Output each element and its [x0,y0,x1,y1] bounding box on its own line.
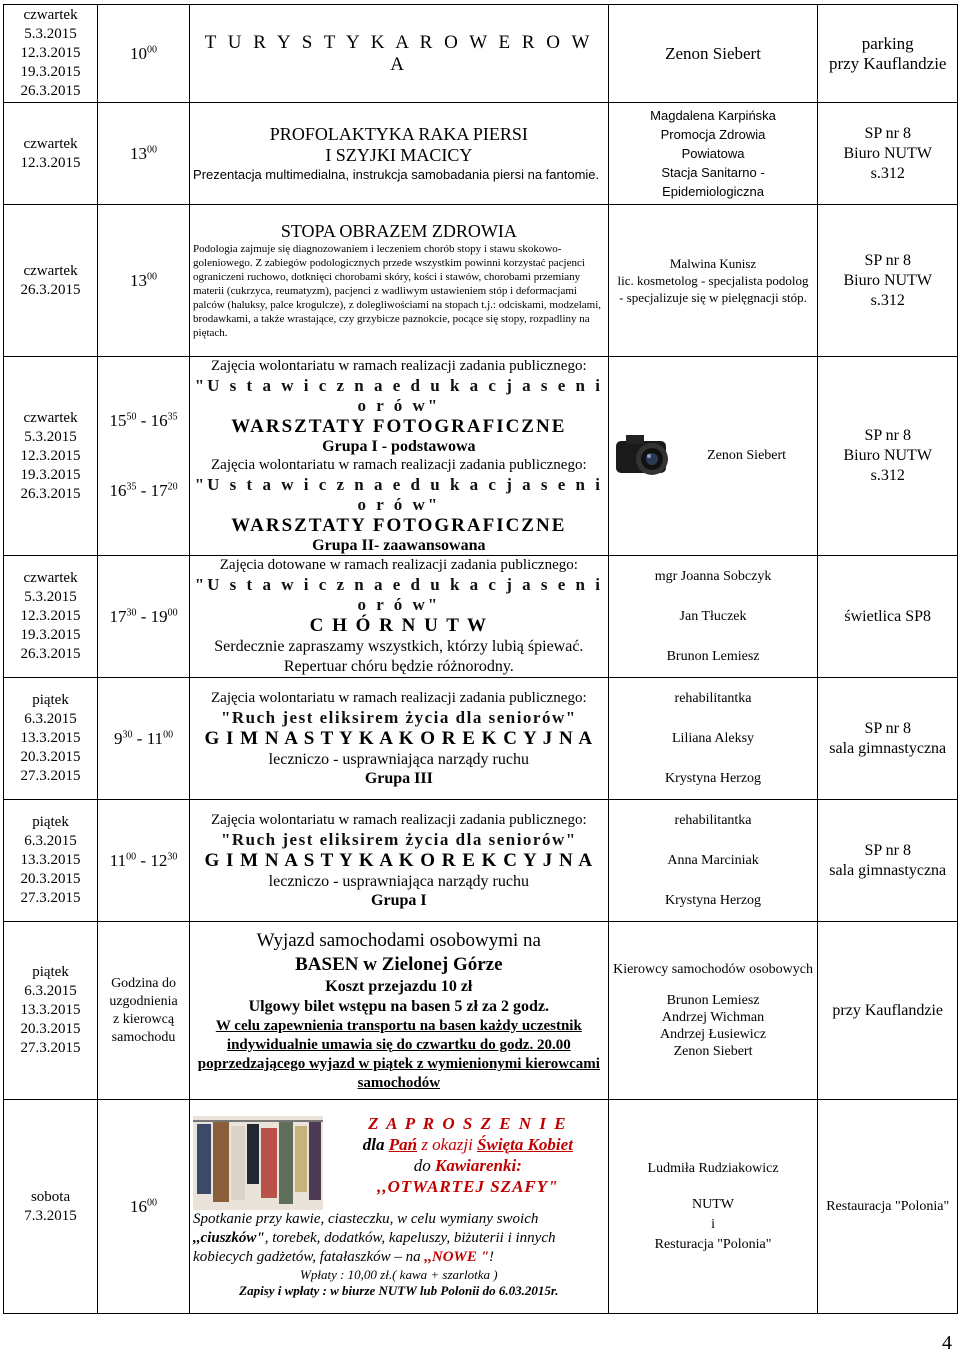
activity-cell: Z A P R O S Z E N I E dla Pań z okazji Święta Kobiet do Kawiarenki: ,,OTWARTEJ SZAFY" Spotkanie przy kawie, ciasteczku, w celu wymiany swoich ,,ciuszków", torebek, dodatków, kapeluszy, biżuterii i innych kobiecych gadżetów, fatałaszków – na ,,NOWE "! Wpłaty : 10,00 zł.( kawa + szarlotka ) Zapisy i wpłaty : w biurze NUTW lub Polonii do 6.03.2015r. [190,1100,609,1314]
date-cell: piątek 6.3.2015 13.3.2015 20.3.2015 27.3.2015 [4,678,98,800]
activity-title: G I M N A S T Y K A K O R E K C Y J N A [204,850,594,871]
activity-title: Z A P R O S Z E N I E [368,1114,568,1133]
camera-icon [612,429,676,483]
activity-description: Podologia zajmuje się diagnozowaniem i leczeniem chorób stopy i stawu skokowo-goleniowego. Z zabiegów podologicznych przede wszystkim powinni korzystać pacjenci ograniczeni ruchowo, dotknięci chorobami skóry, kości i stawów, chorobami przemiany materii (cukrzyca, reumatyzm), pacjenci z wadliwym ustawieniem stóp i deformacjami palców (haluksy, palce krogulcze), z dolegliwościami na stopach t.j.: odciskami, modzelami, brodawkami, a także wrastające, czy grzybicze paznokcie, pocące się stopy, rozpadliny na piętach. [193,243,602,339]
leader-cell: rehabilitantka Liliana Aleksy Krystyna Herzog [608,678,818,800]
schedule-row [4,556,958,678]
time-cell: $9^{30} - 11^{00}$ [98,678,190,800]
activity-title: STOPA OBRAZEM ZDROWIA [280,221,517,241]
date-cell: czwartek 5.3.2015 12.3.2015 19.3.2015 26.3.2015 [4,357,98,556]
schedule-row [4,678,958,800]
date-cell: czwartek 5.3.2015 12.3.2015 19.3.2015 26.3.2015 [4,5,98,103]
leader-cell: rehabilitantka Anna Marciniak Krystyna Herzog [608,800,818,922]
schedule-row [4,205,958,357]
date-cell: czwartek 26.3.2015 [4,205,98,357]
activity-cell: Zajęcia dotowane w ramach realizacji zadania publicznego: "U s t a w i c z n a e d u k a c j a s e n i o r ó w" C H Ó R N U T W Serdecznie zapraszamy wszystkich, którzy lubią śpiewać. Repertuar chóru będzie różnorodny. [190,556,609,678]
schedule-row [4,1100,958,1314]
time-cell: $11^{00} - 12^{30}$ [98,800,190,922]
leader-cell: Kierowcy samochodów osobowych Brunon Lemiesz Andrzej Wichman Andrzej Łusiewicz Zenon Siebert [608,922,818,1100]
date-cell: czwartek 5.3.2015 12.3.2015 19.3.2015 26.3.2015 [4,556,98,678]
leader-cell: Zenon Siebert [608,357,818,556]
date-cell: piątek 6.3.2015 13.3.2015 20.3.2015 27.3.2015 [4,922,98,1100]
place-cell: przy Kauflandzie [818,922,958,1100]
activity-description: Prezentacja multimedialna, instrukcja samobadania piersi na fantomie. [193,167,600,182]
activity-cell [190,205,609,357]
time-cell: $15^{50} - 16^{35}$ $16^{35} - 17^{20}$ [98,357,190,556]
time-cell: $10^{00}$ [98,5,190,103]
activity-cell: Zajęcia wolontariatu w ramach realizacji zadania publicznego: "Ruch jest eliksirem życia dla seniorów" G I M N A S T Y K A K O R E K C Y J N A leczniczo - usprawniająca narządy ruchu Grupa III [190,678,609,800]
place-cell: SP nr 8 Biuro NUTW s.312 [818,103,958,205]
time-cell: Godzina do uzgodnienia z kierowcą samochodu [98,922,190,1100]
schedule-row [4,357,958,556]
place-cell: SP nr 8 sala gimnastyczna [818,678,958,800]
schedule-table [3,4,958,1314]
place-cell: Restauracja "Polonia" [818,1100,958,1314]
place-cell: parking przy Kauflandzie [818,5,958,103]
leader-cell: Ludmiła Rudziakowicz NUTW i Resturacja "Polonia" [608,1100,818,1314]
activity-cell: Zajęcia wolontariatu w ramach realizacji zadania publicznego: "U s t a w i c z n a e d u k a c j a s e n i o r ó w" WARSZTATY FOTOGRAFICZNE Grupa I - podstawowa Zajęcia wolontariatu w ramach realizacji zadania publicznego: "U s t a w i c z n a e d u k a c j a s e n i o r ó w" WARSZTATY FOTOGRAFICZNE Grupa II- zaawansowana [190,357,609,556]
date-cell: sobota 7.3.2015 [4,1100,98,1314]
activity-title: PROFOLAKTYKA RAKA PIERSI [269,124,528,144]
activity-title: C H Ó R N U T W [309,615,488,636]
schedule-row [4,922,958,1100]
date-cell: czwartek 12.3.2015 [4,103,98,205]
time-cell: $16^{00}$ [98,1100,190,1314]
activity-title-2: I SZYJKI MACICY [325,145,473,165]
page-number: 4 [942,1332,952,1354]
activity-title: WARSZTATY FOTOGRAFICZNE [231,416,567,437]
activity-cell [190,5,609,103]
schedule-row [4,800,958,922]
time-cell: $13^{00}$ [98,205,190,357]
activity-cell: Zajęcia wolontariatu w ramach realizacji zadania publicznego: "Ruch jest eliksirem życia dla seniorów" G I M N A S T Y K A K O R E K C Y J N A leczniczo - usprawniająca narządy ruchu Grupa I [190,800,609,922]
time-cell: $13^{00}$ [98,103,190,205]
place-cell: SP nr 8 sala gimnastyczna [818,800,958,922]
leader-cell: Malwina Kunisz lic. kosmetolog - specjalista podolog - specjalizuje się w pielęgnacji stóp. [608,205,818,357]
date-cell: piątek 6.3.2015 13.3.2015 20.3.2015 27.3.2015 [4,800,98,922]
leader-cell: Zenon Siebert [608,5,818,103]
activity-cell [190,103,609,205]
wardrobe-photo [193,1116,323,1210]
activity-title: T U R Y S T Y K A R O W E R O W A [204,31,593,75]
schedule-row [4,103,958,205]
activity-cell: Wyjazd samochodami osobowymi na BASEN w Zielonej Górze Koszt przejazdu 10 zł Ulgowy bilet wstępu na basen 5 zł za 2 godz. W celu zapewnienia transportu na basen każdy uczestnik indywidualnie umawia się do czwartku do godz. 20.00 poprzedzającego wyjazd w piątek z wymienionymi kierowcami samochodów [190,922,609,1100]
activity-title: G I M N A S T Y K A K O R E K C Y J N A [204,728,594,749]
schedule-row [4,5,958,103]
place-cell: SP nr 8 Biuro NUTW s.312 [818,357,958,556]
leader-cell: Magdalena Karpińska Promocja Zdrowia Powiatowa Stacja Sanitarno - Epidemiologiczna [608,103,818,205]
time-cell: $17^{30} - 19^{00}$ [98,556,190,678]
leader-cell: mgr Joanna Sobczyk Jan Tłuczek Brunon Lemiesz [608,556,818,678]
place-cell: świetlica SP8 [818,556,958,678]
activity-title: BASEN w Zielonej Górze [295,953,503,975]
place-cell: SP nr 8 Biuro NUTW s.312 [818,205,958,357]
